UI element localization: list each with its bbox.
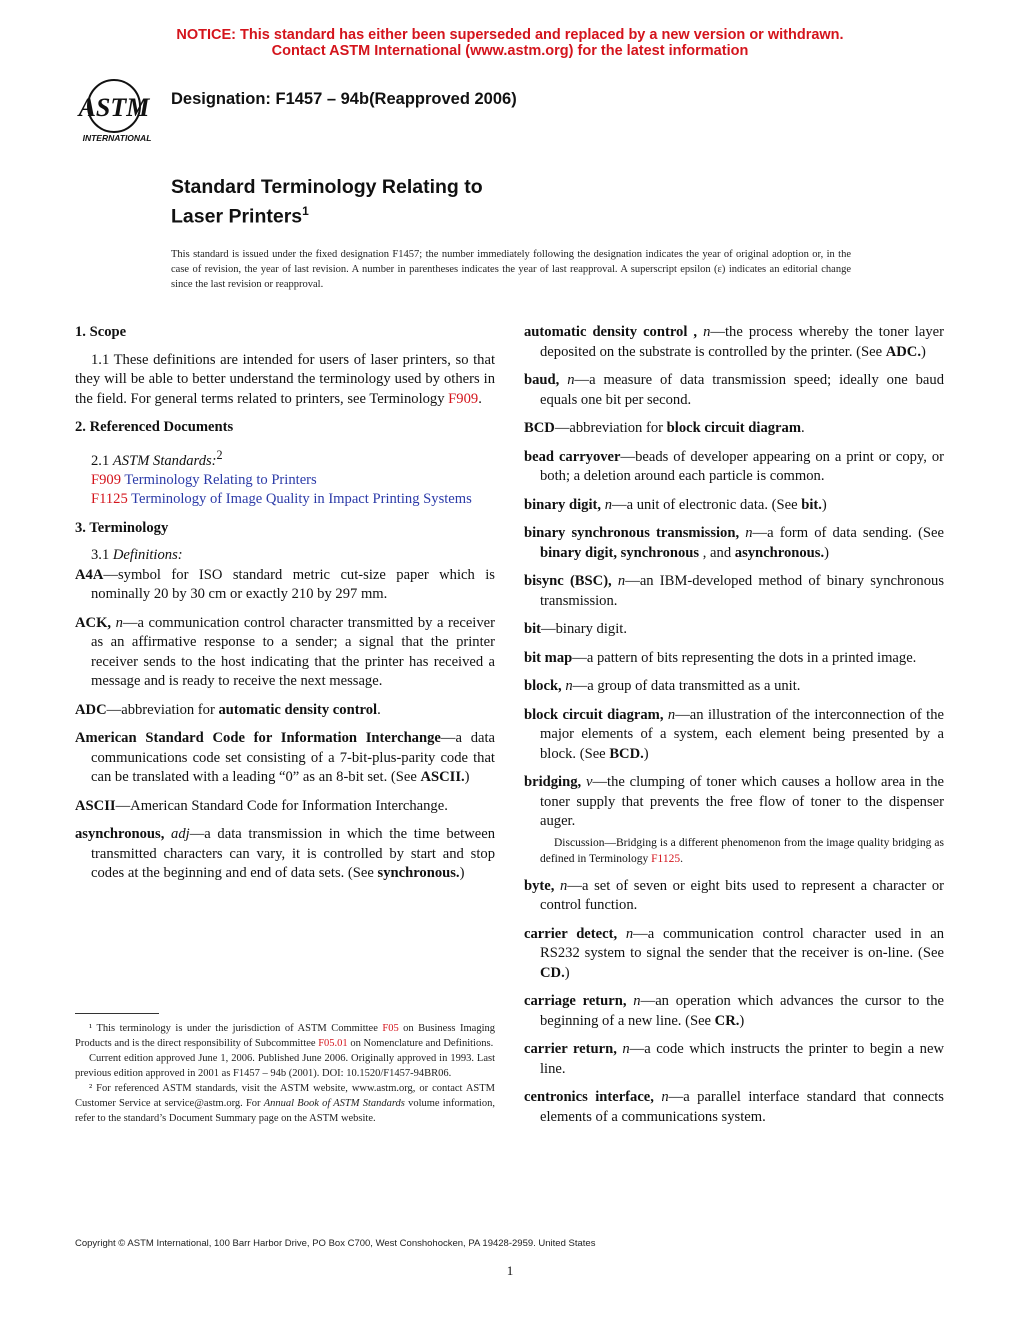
notice-banner <box>0 27 1020 59</box>
copyright-line: Copyright © ASTM International, 100 Barr Harbor Drive, PO Box C700, West Conshohocken, PA 19428-2959. United States <box>75 1238 596 1249</box>
definition-entry: American Standard Code for Information Interchange—a data communications code set consisting of a 7-bit-plus-parity code that can be translated with a leading “0” as an 8-bit set. (See ASCII.) <box>75 730 495 786</box>
definition-entry: bead carryover—beads of developer appearing on a print or copy, or both; a deletion around each particle is common. <box>524 448 945 484</box>
astm-standards-label: 2.1 ASTM Standards:$^2$ <box>91 447 223 469</box>
title-footnote-mark[interactable]: 1 <box>302 204 309 218</box>
definition-entry: BCD—abbreviation for block circuit diagram. <box>524 420 805 436</box>
definition-entry: bisync (BSC), n—an IBM-developed method of binary synchronous transmission. <box>524 573 944 609</box>
footnote-1: ¹ This terminology is under the jurisdiction of ASTM Committee F05 on Business Imaging Products and is the direct responsibility of Subcommittee F05.01 on Nomenclature and Definitions. <box>75 1023 495 1049</box>
section-scope-heading: 1. Scope <box>75 324 127 340</box>
definition-entry: binary synchronous transmission, n—a form of data sending. (See binary digit, synchronous , and asynchronous.) <box>524 525 945 561</box>
discussion-note: Discussion—Bridging is a different phenomenon from the image quality bridging as defined in Terminology F1125. <box>540 836 944 865</box>
scope-paragraph: 1.1 These definitions are intended for users of laser printers, so that they will be able to better understand the terminology used by others in the field. For general terms related to printers, see Terminology F909. <box>75 351 495 407</box>
definition-entry: ADC—abbreviation for automatic density control. <box>75 701 381 718</box>
link-f909[interactable]: F909 <box>448 390 479 407</box>
link-f1125[interactable]: F1125 <box>651 852 681 865</box>
link-f0501[interactable]: F05.01 <box>318 1038 348 1049</box>
definition-entry: carrier detect, n—a communication control character used in an RS232 system to signal the sender that the receiver is on-line. (See CD.) <box>524 925 945 981</box>
link-f05[interactable]: F05 <box>382 1023 399 1034</box>
astm-logo <box>74 76 160 144</box>
definition-entry: ACK, n—a communication control character transmitted by a receiver as an affirmative response to a sender; a signal that the printer receiver sends to the host indicating that the printer has received a message and is ready to receive the next message. <box>75 614 495 690</box>
definition-entry: ASCII—American Standard Code for Information Interchange. <box>75 797 448 814</box>
definition-entry: bit map—a pattern of bits representing the dots in a printed image. <box>524 649 917 666</box>
ref-item[interactable]: F909 Terminology Relating to Printers <box>91 471 317 488</box>
section-terminology-heading: 3. Terminology <box>75 519 169 536</box>
footnote-rule <box>75 1013 159 1014</box>
definition-entry: automatic density control , n—the process whereby the toner layer deposited on the substrate is controlled by the printer. (See ADC.) <box>524 324 944 360</box>
right-column <box>524 323 944 1136</box>
definition-entry: block, n—a group of data transmitted as a unit. <box>524 678 801 694</box>
definition-entry: bit—binary digit. <box>524 621 627 637</box>
definition-entry: centronics interface, n—a parallel interface standard that connects elements of a communications system. <box>524 1089 944 1125</box>
title-line-1: Standard Terminology Relating to <box>171 176 483 198</box>
section-refdocs-heading: 2. Referenced Documents <box>75 419 234 435</box>
definition-entry: binary digit, n—a unit of electronic data. (See bit.) <box>524 496 827 513</box>
issuance-note: This standard is issued under the fixed designation F1457; the number immediately following the designation indicates the year of original adoption or, in the case of revision, the year of last revision. A number in parentheses indicates the year of last reapproval. A superscript epsilon (ε) indicates an editorial change since the last revision or reapproval. <box>171 249 851 290</box>
footnotes <box>75 1021 495 1126</box>
definition-entry: carriage return, n—an operation which advances the cursor to the beginning of a new line. (See CR.) <box>524 993 944 1029</box>
definition-entry: byte, n—a set of seven or eight bits used to represent a character or control function. <box>524 877 944 913</box>
definition-entry: A4A—symbol for ISO standard metric cut-size paper which is nominally 20 by 30 cm or exactly 210 by 297 mm. <box>75 566 495 603</box>
definition-entry: asynchronous, adj—a data transmission in which the time between transmitted characters can vary, it is controlled by start and stop codes at the beginning and end of data sets. (See synchronous.) <box>75 826 495 882</box>
left-column <box>75 323 495 893</box>
logo-text: ASTM <box>78 93 150 122</box>
definition-entry: baud, n—a measure of data transmission speed; ideally one baud equals one bit per second. <box>524 372 945 408</box>
title-line-2: Laser Printers <box>171 205 303 228</box>
definition-entry: block circuit diagram, n—an illustration of the interconnection of the major elements of a system, each element being presented by a block. (See BCD.) <box>524 706 944 762</box>
notice-line-2: Contact ASTM International (www.astm.org) for the latest information <box>271 43 749 59</box>
ref-item[interactable]: F1125 Terminology of Image Quality in Impact Printing Systems <box>91 491 472 508</box>
footnote-1-edition: Current edition approved June 1, 2006. Published June 2006. Originally approved in 1993. Last previous edition approved in 2001 as F1457 – 94b (2001). DOI: 10.1520/F1457-94BR06. <box>75 1053 495 1079</box>
definition-entry: bridging, v—the clumping of toner which causes a hollow area in the toner supply that prevents the free flow of toner to the dispenser auger. <box>524 774 944 829</box>
definition-entry: carrier return, n—a code which instructs the printer to begin a new line. <box>524 1041 944 1077</box>
footnote-2: ² For referenced ASTM standards, visit the ASTM website, www.astm.org, or contact ASTM Customer Service at service@astm.org. For Annual Book of ASTM Standards volume information, refer to the standard’s Document Summary page on the ASTM website. <box>75 1083 495 1124</box>
logo-subtext: INTERNATIONAL <box>82 133 152 143</box>
notice-line-1: NOTICE: This standard has either been superseded and replaced by a new version or withdrawn. <box>176 27 844 43</box>
page-number: 1 <box>506 1263 514 1278</box>
designation: Designation: F1457 – 94b(Reapproved 2006) <box>171 90 517 108</box>
definitions-label: 3.1 Definitions: <box>91 547 183 564</box>
document-title <box>171 175 483 229</box>
